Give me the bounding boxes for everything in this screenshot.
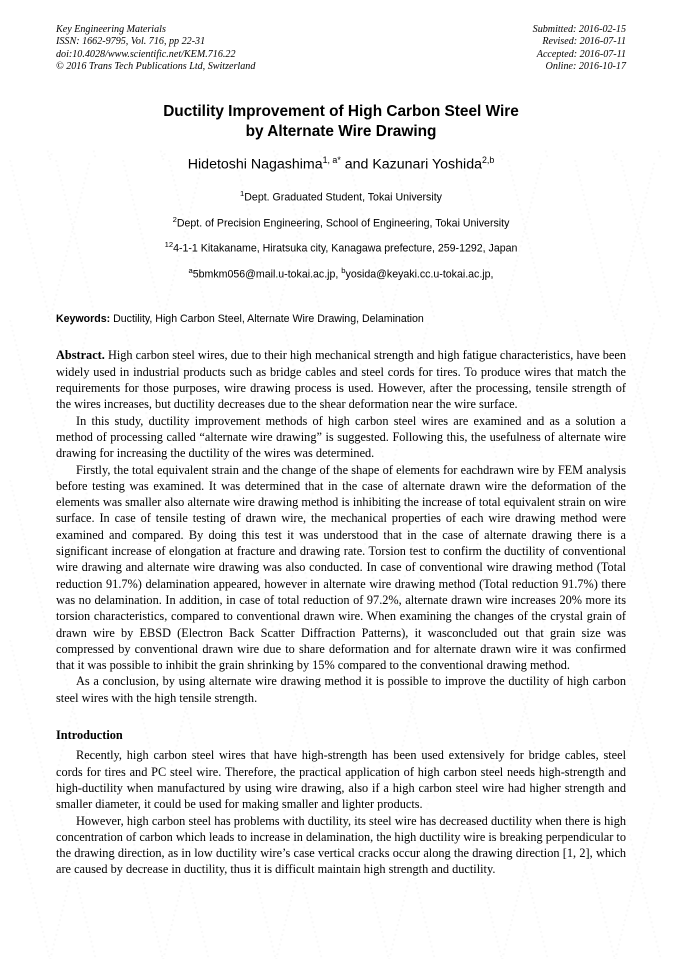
abstract-paragraph-1-text: High carbon steel wires, due to their high mechanical strength and high fatigue characteristics, have been widely used in industrial products such as bridge cables and steel cords for tires. To produce wires that match the requirements for those purposes, wire drawing process is used. However, after the processing, tensile strength of the wires increases, but ductility decreases due to the shear deformation near the wire surface. bbox=[56, 348, 626, 412]
author-1-affiliation-marker: 1, a bbox=[322, 154, 338, 165]
affiliation-1-marker: 1 bbox=[240, 189, 245, 199]
abstract-label: Abstract. bbox=[56, 348, 105, 363]
journal-header-left bbox=[56, 24, 255, 74]
abstract-paragraph-2: In this study, ductility improvement methods of high carbon steel wires are examined and as a solution a method of processing called “alternate wire drawing” is suggested. Following this, the usefulness of alternate wire drawing for increasing the ductility of the wires was determined. bbox=[56, 413, 626, 461]
affiliation-1 bbox=[56, 183, 626, 209]
affiliation-list bbox=[56, 183, 626, 285]
affiliation-2 bbox=[56, 209, 626, 235]
author-2-affiliation-marker: 2,b bbox=[481, 154, 495, 165]
journal-name: Key Engineering Materials bbox=[56, 24, 166, 35]
introduction-heading: Introduction bbox=[56, 728, 123, 743]
journal-doi: doi:10.4028/www.scientific.net/KEM.716.22 bbox=[56, 48, 236, 60]
journal-header-right bbox=[533, 24, 626, 74]
title-line-2: by Alternate Wire Drawing bbox=[245, 122, 437, 140]
journal-issn-volume: ISSN: 1662-9795, Vol. 716, pp 22-31 bbox=[56, 36, 206, 48]
keywords-line bbox=[56, 312, 626, 326]
email-b-marker: b bbox=[341, 265, 346, 275]
page-title bbox=[56, 102, 626, 142]
affiliation-address bbox=[56, 234, 626, 260]
affiliation-address-text: 4-1-1 Kitakaname, Hiratsuka city, Kanagawa prefecture, 259-1292, Japan bbox=[173, 242, 518, 255]
abstract-paragraph-1 bbox=[56, 347, 626, 412]
abstract-section bbox=[56, 347, 626, 706]
introduction-paragraph-1: Recently, high carbon steel wires that have high-strength has been used extensively for bridge cables, steel cords for tires and PC steel wire. Therefore, the practical application of high carbon steel needs high-strength and high-ductility when manufactured by using wire drawing, also if a high carbon steel wire had higher strength and smaller diameter, it could be used for making smaller and lighter products. bbox=[56, 748, 626, 812]
introduction-section bbox=[56, 727, 626, 878]
abstract-paragraph-3: Firstly, the total equivalent strain and the change of the shape of elements for eachdrawn wire by FEM analysis before testing was examined. It was determined that in the case of alternate drawn wire the deformation of the elements was smaller also alternate wire drawing method is inhibiting the increase of total equivalent strain on wire surface. In case of tensile testing of drawn wire, the mechanical properties of each wire drawing method were examined and compared. By doing this test it was understood that in the case of alternate drawing there is a significant increase of elongation at fracture and drawing rate. Torsion test to confirm the ductility of conventional wire drawing and alternate wire drawing was also conducted. In case of conventional wire drawing method (Total reduction 91.7%) delamination appeared, however in alternate wire drawing method (Total reduction 91.7%) there was no delamination. In addition, in case of total reduction of 97.2%, alternate drawn wire increases 20% more its torsion characteristics, compared to conventional drawn wire. When examining the changes of the crystal grain of drawn wire by EBSD (Electron Back Scatter Diffraction Patterns), it wasconcluded out that grain size was compressed by conventional drawn wire due to share deformation and for alternate drawn wire it was confirmed that it was possible to inhibit the grain shrinking by 15% compared to the conventional drawing method. bbox=[56, 462, 626, 673]
date-online: Online: 2016-10-17 bbox=[545, 61, 626, 73]
abstract-paragraph-4: As a conclusion, by using alternate wire drawing method it is possible to improve the ductility of high carbon steel wires with the high tensile strength. bbox=[56, 674, 626, 705]
title-line-1: Ductility Improvement of High Carbon Steel Wire bbox=[163, 102, 519, 120]
author-conjunction: and bbox=[340, 156, 373, 173]
email-a-marker: a bbox=[188, 265, 193, 275]
date-revised: Revised: 2016-07-11 bbox=[542, 36, 626, 48]
keywords-value: Ductility, High Carbon Steel, Alternate Wire Drawing, Delamination bbox=[110, 313, 424, 326]
affiliation-1-text: Dept. Graduated Student, Tokai University bbox=[244, 191, 442, 204]
email-a[interactable]: 5bmkm056@mail.u-tokai.ac.jp, bbox=[192, 268, 342, 281]
introduction-paragraph-2: However, high carbon steel has problems with ductility, its steel wire has decreased ductility when there is high concentration of carbon which leads to increase in delamination, the high ductility wire is breaking perpendicular to the drawing direction, as in low ductility wire’s case vertical cracks occur along the drawing direction [1, 2], which are caused by decrease in ductility, thus it is difficult maintain high strength and ductility. bbox=[56, 813, 626, 877]
keywords-label: Keywords: bbox=[56, 313, 111, 326]
author-emails bbox=[56, 260, 626, 286]
author-name-2: Kazunari Yoshida bbox=[372, 156, 482, 173]
journal-header bbox=[56, 24, 626, 74]
affiliation-address-marker: 12 bbox=[164, 240, 174, 250]
journal-copyright: © 2016 Trans Tech Publications Ltd, Switzerland bbox=[56, 61, 256, 73]
date-submitted: Submitted: 2016-02-15 bbox=[532, 24, 626, 35]
author-list bbox=[56, 151, 626, 175]
corresponding-author-marker: * bbox=[337, 154, 341, 165]
date-accepted: Accepted: 2016-07-11 bbox=[536, 48, 626, 60]
email-b[interactable]: yosida@keyaki.cc.u-tokai.ac.jp, bbox=[345, 268, 494, 281]
author-name-1: Hidetoshi Nagashima bbox=[187, 156, 323, 173]
affiliation-2-marker: 2 bbox=[172, 214, 177, 224]
affiliation-2-text: Dept. of Precision Engineering, School of Engineering, Tokai University bbox=[176, 217, 510, 230]
